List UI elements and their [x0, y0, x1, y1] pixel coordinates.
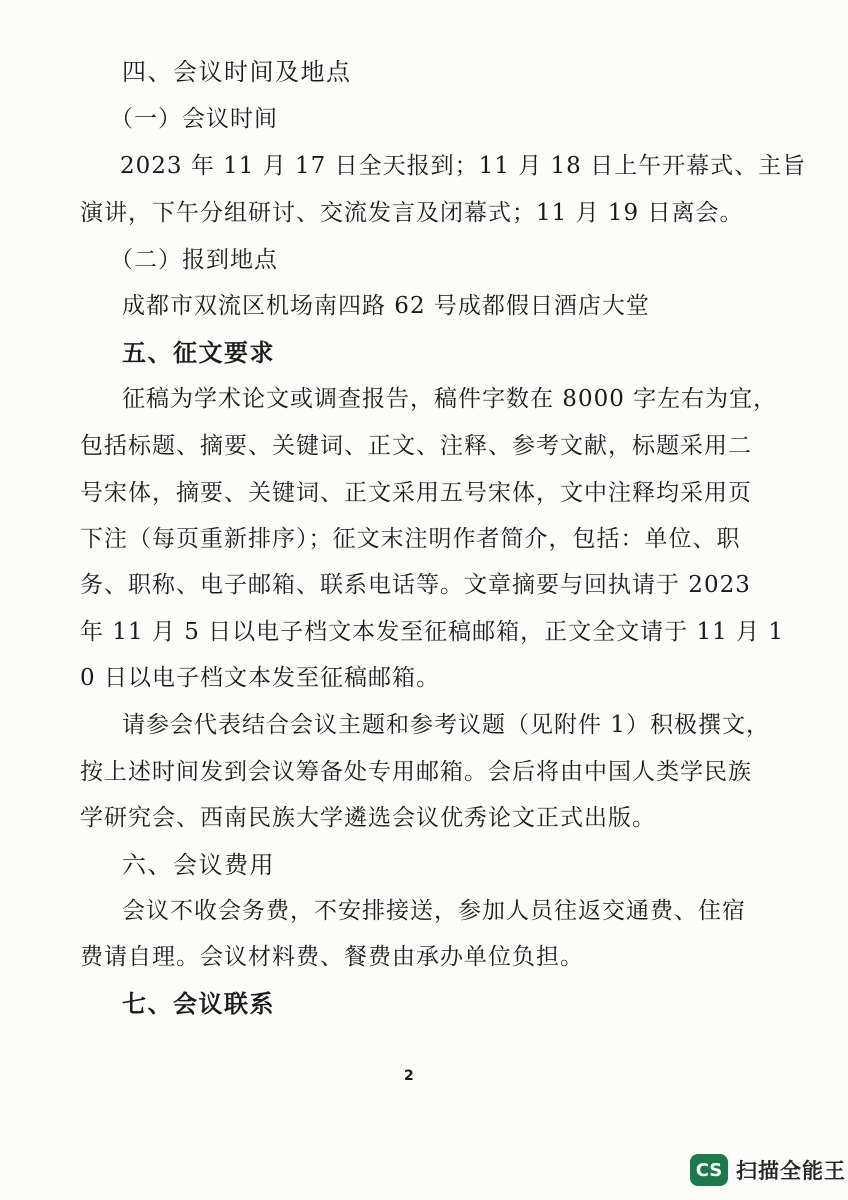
paper-text-line-5: 务、职称、电子邮箱、联系电话等。文章摘要与回执请于 2023 — [80, 572, 751, 598]
section-6-heading: 六、会议费用 — [122, 851, 275, 879]
time-text-line-2: 演讲，下午分组研讨、交流发言及闭幕式；11 月 19 日离会。 — [80, 200, 744, 226]
watermark-text: 扫描全能王 — [736, 1159, 846, 1183]
paper-text-line-3: 号宋体，摘要、关键词、正文采用五号宋体，文中注释均采用页 — [80, 480, 752, 506]
subsection-2-heading: （二）报到地点 — [110, 247, 278, 273]
section-5-heading: 五、征文要求 — [122, 338, 275, 367]
paper-text-line-7: 0 日以电子档文本发至征稿邮箱。 — [80, 665, 440, 691]
invite-text-line-3: 学研究会、西南民族大学遴选会议优秀论文正式出版。 — [80, 805, 656, 831]
paper-text-line-2: 包括标题、摘要、关键词、正文、注释、参考文献，标题采用二 — [80, 433, 752, 459]
invite-text-line-2: 按上述时间发到会议筹备处专用邮箱。会后将由中国人类学民族 — [80, 759, 752, 785]
section-7-heading: 七、会议联系 — [122, 989, 275, 1018]
paper-text-line-4: 下注（每页重新排序）；征文末注明作者简介，包括：单位、职 — [80, 526, 741, 552]
location-text: 成都市双流区机场南四路 62 号成都假日酒店大堂 — [122, 293, 650, 319]
subsection-1-heading: （一）会议时间 — [110, 106, 278, 132]
invite-text-line-1: 请参会代表结合会议主题和参考议题（见附件 1）积极撰文， — [122, 712, 770, 738]
fee-text-line-1: 会议不收会务费，不安排接送，参加人员往返交通费、住宿 — [122, 898, 746, 924]
time-text-line-1: 2023 年 11 月 17 日全天报到；11 月 18 日上午开幕式、主旨 — [120, 153, 807, 179]
paper-text-line-1: 征稿为学术论文或调查报告，稿件字数在 8000 字左右为宜， — [122, 386, 778, 412]
camscanner-logo-icon: CS — [690, 1154, 728, 1186]
section-4-heading: 四、会议时间及地点 — [122, 58, 352, 86]
scanner-watermark — [690, 1150, 846, 1190]
fee-text-line-2: 费请自理。会议材料费、餐费由承办单位负担。 — [80, 944, 584, 970]
paper-text-line-6: 年 11 月 5 日以电子档文本发至征稿邮箱，正文全文请于 11 月 1 — [80, 619, 784, 645]
page-number: 2 — [404, 1068, 414, 1084]
